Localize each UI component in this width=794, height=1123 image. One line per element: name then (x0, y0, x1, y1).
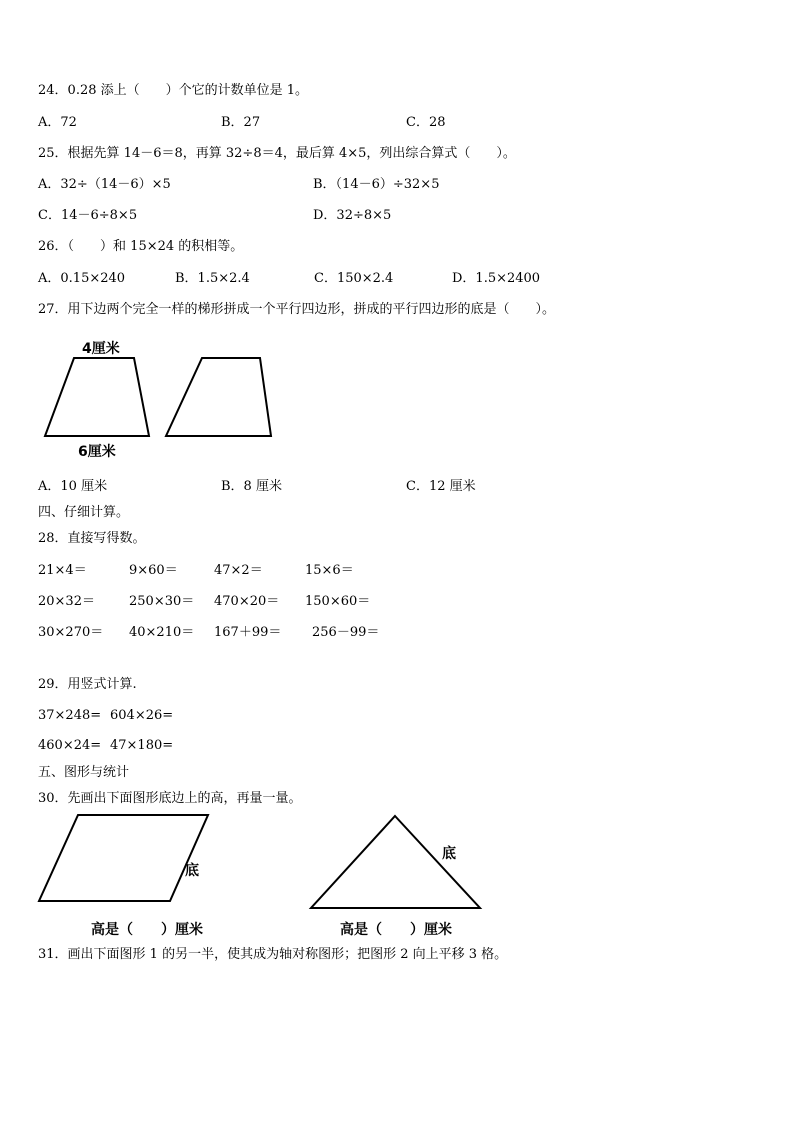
parallelogram-base-label: 底 (185, 863, 199, 879)
trapezoid-figure-2 (160, 350, 280, 460)
section-5-heading: 五、图形与统计 (38, 765, 130, 780)
q31-stem: 31．画出下面图形 1 的另一半，使其成为轴对称图形；把图形 2 向上平移 3 格。 (38, 947, 508, 962)
q28-item: 9×60＝ (129, 563, 178, 578)
parallelogram-height-caption: 高是（ ）厘米 (91, 922, 203, 938)
triangle-figure (308, 812, 508, 937)
q29-item: 460×24= (38, 738, 102, 753)
q26-stem: 26．（ ）和 15×24 的积相等。 (38, 239, 244, 254)
parallelogram-shape (39, 815, 208, 901)
triangle-height-caption: 高是（ ）厘米 (340, 922, 452, 938)
trapezoid-shape-1 (45, 358, 149, 436)
q24-option-a[interactable]: A．72 (38, 115, 77, 130)
q29-item: 604×26= (110, 708, 174, 723)
triangle-base-label: 底 (442, 846, 456, 862)
q25-option-b[interactable]: B．（14－6）÷32×5 (313, 177, 440, 192)
q25-stem: 25．根据先算 14－6＝8，再算 32÷8＝4，最后算 4×5，列出综合算式（ ）。 (38, 146, 516, 161)
q24-option-c[interactable]: C．28 (406, 115, 446, 130)
section-4-heading: 四、仔细计算。 (38, 505, 130, 520)
q28-item: 470×20＝ (214, 594, 280, 609)
q28-item: 250×30＝ (129, 594, 195, 609)
q28-item: 167＋99＝ (214, 625, 282, 640)
q26-option-d[interactable]: D．1.5×2400 (452, 271, 541, 286)
q28-item: 47×2＝ (214, 563, 263, 578)
q30-stem: 30．先画出下面图形底边上的高，再量一量。 (38, 791, 302, 806)
q28-item: 20×32＝ (38, 594, 95, 609)
q29-item: 47×180= (110, 738, 174, 753)
q29-stem: 29．用竖式计算. (38, 677, 137, 692)
q27-option-c[interactable]: C．12 厘米 (406, 479, 476, 494)
trapezoid-top-label: 4厘米 (82, 341, 120, 357)
q24-stem: 24．0.28 添上（ ）个它的计数单位是 1。 (38, 83, 309, 98)
parallelogram-figure (36, 812, 236, 937)
q28-item: 15×6＝ (305, 563, 354, 578)
q28-stem: 28．直接写得数。 (38, 531, 146, 546)
trapezoid-bottom-label: 6厘米 (78, 444, 116, 460)
q28-item: 150×60＝ (305, 594, 371, 609)
q28-item: 30×270＝ (38, 625, 104, 640)
q29-item: 37×248= (38, 708, 102, 723)
q25-option-d[interactable]: D．32÷8×5 (313, 208, 392, 223)
q27-stem: 27．用下边两个完全一样的梯形拼成一个平行四边形，拼成的平行四边形的底是（ ）。 (38, 302, 556, 317)
q28-item: 256－99＝ (312, 625, 380, 640)
q26-option-b[interactable]: B．1.5×2.4 (175, 271, 250, 286)
q24-option-b[interactable]: B．27 (221, 115, 261, 130)
q25-option-c[interactable]: C．14－6÷8×5 (38, 208, 138, 223)
trapezoid-figure-1 (40, 336, 160, 466)
q27-option-b[interactable]: B．8 厘米 (221, 479, 282, 494)
q26-option-c[interactable]: C．150×2.4 (314, 271, 394, 286)
q28-item: 40×210＝ (129, 625, 195, 640)
q27-option-a[interactable]: A．10 厘米 (38, 479, 108, 494)
q28-item: 21×4＝ (38, 563, 87, 578)
triangle-shape (311, 816, 480, 908)
q26-option-a[interactable]: A．0.15×240 (38, 271, 126, 286)
q25-option-a[interactable]: A．32÷（14－6）×5 (38, 177, 171, 192)
trapezoid-shape-2 (166, 358, 271, 436)
